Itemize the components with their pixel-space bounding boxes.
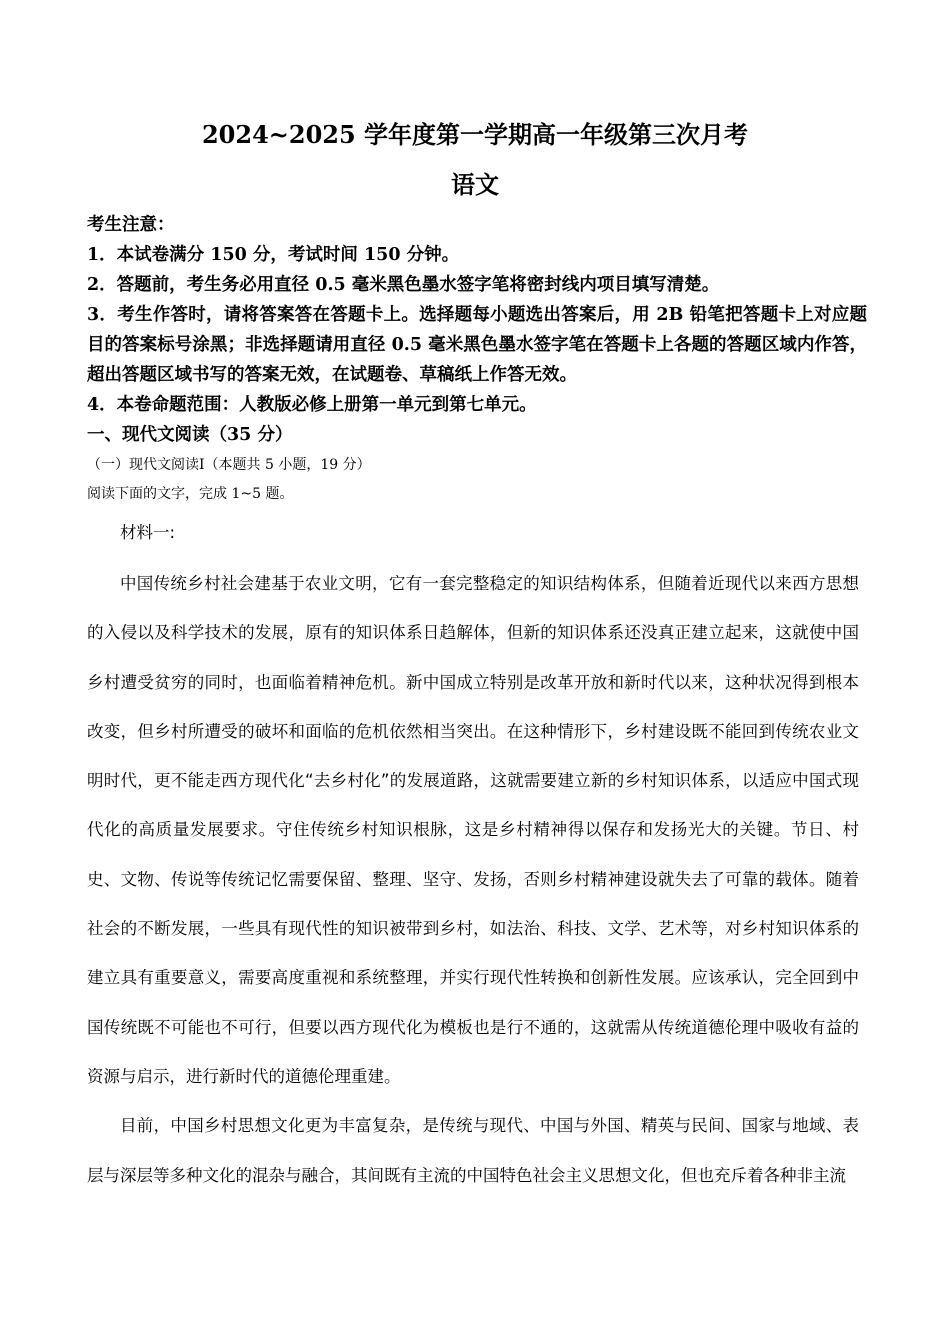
notice-item: 1．本试卷满分 150 分，考试时间 150 分钟。 (87, 245, 460, 265)
notice-item: 2．答题前，考生务必用直径 0.5 毫米黑色墨水签字笔将密封线内项目填写清楚。 (87, 275, 720, 295)
reading-passage (87, 521, 859, 545)
notice-item: 3．考生作答时，请将答案答在答题卡上。选择题每小题选出答案后，用 2B 铅笔把答题卡上对应题目的答案标号涂黑；非选择题请用直径 0.5 毫米黑色墨水签字笔在答题卡上各题的答题区域内作答，超出答题区域书写的答案无效，在试题卷、草稿纸上作答无效。 (87, 305, 867, 385)
material-label: 材料一: (120, 523, 176, 542)
section-heading: 一、现代文阅读（35 分） (87, 425, 293, 445)
exam-title: 2024~2025 学年度第一学期高一年级第三次月考 (201, 120, 749, 149)
reading-instruction: 阅读下面的文字，完成 1~5 题。 (87, 486, 294, 502)
subject-title: 语文 (451, 170, 499, 199)
sub-section-heading: （一）现代文阅读I（本题共 5 小题，19 分） (87, 457, 371, 473)
passage-paragraph: 目前，中国乡村思想文化更为丰富复杂，是传统与现代、中国与外国、精英与民间、国家与地域、表层与深层等多种文化的混杂与融合，其间既有主流的中国特色社会主义思想文化，但也充斥着各种非主流 (87, 1116, 859, 1185)
notice-item: 4．本卷命题范围：人教版必修上册第一单元到第七单元。 (87, 395, 537, 415)
passage-paragraph: 中国传统乡村社会建基于农业文明，它有一套完整稳定的知识结构体系，但随着近现代以来西方思想的入侵以及科学技术的发展，原有的知识体系日趋解体，但新的知识体系还没真正建立起来，这就使中国乡村遭受贫穷的同时，也面临着精神危机。新中国成立特别是改革开放和新时代以来，这种状况得到根本改变，但乡村所遭受的破坏和面临的危机依然相当突出。在这种情形下，乡村建设既不能回到传统农业文明时代，更不能走西方现代化“去乡村化”的发展道路，这就需要建立新的乡村知识体系，以适应中国式现代化的高质量发展要求。守住传统乡村知识根脉，这是乡村精神得以保存和发扬光大的关键。节日、村史、文物、传说等传统记忆需要保留、整理、坚守、发扬，否则乡村精神建设就失去了可靠的载体。随着社会的不断发展，一些具有现代性的知识被带到乡村，如法治、科技、文学、艺术等，对乡村知识体系的建立具有重要意义，需要高度重视和系统整理，并实行现代性转换和创新性发展。应该承认，完全回到中国传统既不可能也不可行，但要以西方现代化为模板也是行不通的，这就需从传统道德伦理中吸收有益的资源与启示，进行新时代的道德伦理重建。 (87, 574, 859, 1086)
candidate-notice (87, 210, 867, 450)
notice-heading: 考生注意： (87, 215, 175, 235)
reading-passage-body (87, 559, 859, 1200)
